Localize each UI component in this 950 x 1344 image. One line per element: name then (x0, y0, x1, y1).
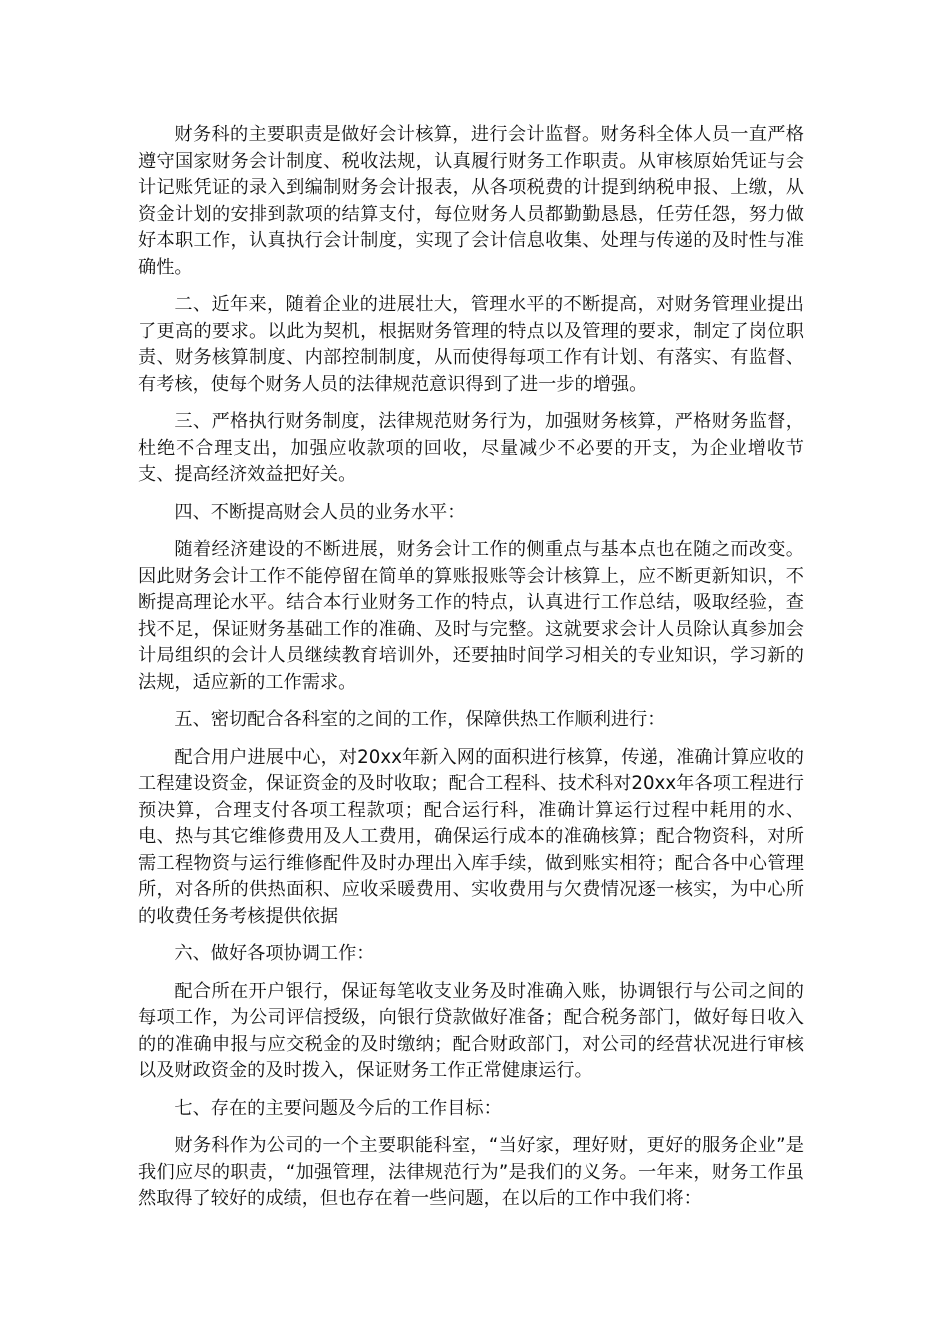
paragraph-duties: 财务科的主要职责是做好会计核算，进行会计监督。财务科全体人员一直严格遵守国家财务会计制度、税收法规，认真履行财务工作职责。从审核原始凭证与会计记账凭证的录入到编制财务会计报表，从各项税费的计提到纳税申报、上缴，从资金计划的安排到款项的结算支付，每位财务人员都勤勤恳恳，任劳任怨，努力做好本职工作，认真执行会计制度，实现了会计信息收集、处理与传递的及时性与准确性。 (138, 124, 804, 278)
heading-section-4: 四、不断提高财会人员的业务水平： (174, 501, 466, 523)
heading-section-6: 六、做好各项协调工作： (174, 943, 375, 964)
paragraph-section-5-body: 配合用户进展中心，对20xx年新入网的面积进行核算，传递，准确计算应收的工程建设资金，保证资金的及时收取；配合工程科、技术科对20xx年各项工程进行预决算，合理支付各项工程款项；配合运行科，准确计算运行过程中耗用的水、电、热与其它维修费用及人工费用，确保运行成本的准确核算；配合物资科，对所需工程物资与运行维修配件及时办理出入库手续，做到账实相符；配合各中心管理所，对各所的供热面积、应收采暖费用、实收费用与欠费情况逐一核实，为中心所的收费任务考核提供依据 (138, 746, 804, 927)
heading-section-7: 七、存在的主要问题及今后的工作目标： (174, 1097, 502, 1119)
paragraph-section-3: 三、严格执行财务制度，法律规范财务行为，加强财务核算，严格财务监督，杜绝不合理支出，加强应收款项的回收，尽量减少不必要的开支，为企业增收节支、提高经济效益把好关。 (138, 411, 804, 485)
paragraph-section-6-body: 配合所在开户银行，保证每笔收支业务及时准确入账，协调银行与公司之间的每项工作，为公司评信授级，向银行贷款做好准备；配合税务部门，做好每日收入的的准确申报与应交税金的及时缴纳；配合财政部门，对公司的经营状况进行审核以及财政资金的及时拨入，保证财务工作正常健康运行。 (138, 980, 804, 1081)
heading-section-5: 五、密切配合各科室的之间的工作，保障供热工作顺利进行： (174, 709, 666, 730)
paragraph-section-2: 二、近年来，随着企业的进展壮大，管理水平的不断提高，对财务管理业提出了更高的要求。以此为契机，根据财务管理的特点以及管理的要求，制定了岗位职责、财务核算制度、内部控制制度，从而使得每项工作有计划、有落实、有监督、有考核，使每个财务人员的法律规范意识得到了进一步的增强。 (138, 294, 804, 395)
document-body (138, 122, 804, 1224)
paragraph-section-7-body: 财务科作为公司的一个主要职能科室，“当好家，理好财，更好的服务企业”是我们应尽的职责，“加强管理，法律规范行为”是我们的义务。一年来，财务工作虽然取得了较好的成绩，但也存在着一些问题，在以后的工作中我们将： (138, 1135, 804, 1209)
paragraph-section-4-body: 随着经济建设的不断进展，财务会计工作的侧重点与基本点也在随之而改变。因此财务会计工作不能停留在简单的算账报账等会计核算上，应不断更新知识，不断提高理论水平。结合本行业财务工作的特点，认真进行工作总结，吸取经验，查找不足，保证财务基础工作的准确、及时与完整。这就要求会计人员除认真参加会计局组织的会计人员继续教育培训外，还要抽时间学习相关的专业知识，学习新的法规，适应新的工作需求。 (138, 539, 804, 693)
